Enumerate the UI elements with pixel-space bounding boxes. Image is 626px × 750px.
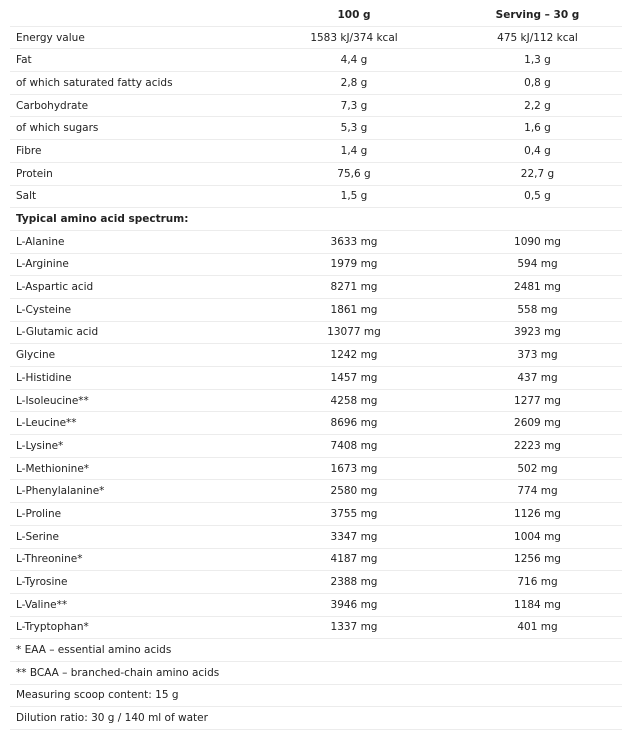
row-value-serving: 594 mg — [453, 253, 622, 276]
row-value-serving: 558 mg — [453, 298, 622, 321]
row-value-serving: 1184 mg — [453, 593, 622, 616]
table-row — [10, 412, 622, 435]
row-name: L-Tryptophan* — [10, 616, 255, 639]
table-body — [10, 26, 622, 729]
table-row — [10, 367, 622, 390]
row-value-100g: 75,6 g — [255, 162, 453, 185]
row-name: L-Methionine* — [10, 457, 255, 480]
row-name: L-Leucine** — [10, 412, 255, 435]
row-value-100g: 1673 mg — [255, 457, 453, 480]
row-value-serving: 2223 mg — [453, 435, 622, 458]
table-row — [10, 94, 622, 117]
table-header-row — [10, 4, 622, 26]
row-name: of which sugars — [10, 117, 255, 140]
table-row — [10, 344, 622, 367]
row-value-serving: 1277 mg — [453, 389, 622, 412]
row-value-100g: 4,4 g — [255, 49, 453, 72]
row-value-100g: 2388 mg — [255, 571, 453, 594]
row-value-serving: 373 mg — [453, 344, 622, 367]
row-value-serving: 1256 mg — [453, 548, 622, 571]
row-value-serving: 1090 mg — [453, 230, 622, 253]
table-row — [10, 321, 622, 344]
row-name: L-Arginine — [10, 253, 255, 276]
table-row — [10, 389, 622, 412]
row-value-serving: 22,7 g — [453, 162, 622, 185]
row-value-100g: 5,3 g — [255, 117, 453, 140]
row-name: Salt — [10, 185, 255, 208]
nutrition-table — [10, 4, 622, 730]
table-row — [10, 162, 622, 185]
row-name: Carbohydrate — [10, 94, 255, 117]
table-row — [10, 480, 622, 503]
table-row — [10, 525, 622, 548]
row-name: L-Threonine* — [10, 548, 255, 571]
empty-cell — [255, 208, 453, 231]
row-value-serving: 3923 mg — [453, 321, 622, 344]
row-value-serving: 475 kJ/112 kcal — [453, 26, 622, 49]
row-name: Fibre — [10, 140, 255, 163]
row-value-serving: 2481 mg — [453, 276, 622, 299]
row-value-100g: 1337 mg — [255, 616, 453, 639]
table-row — [10, 253, 622, 276]
table-row — [10, 230, 622, 253]
row-value-100g: 1,4 g — [255, 140, 453, 163]
row-value-100g: 4258 mg — [255, 389, 453, 412]
row-value-serving: 1004 mg — [453, 525, 622, 548]
row-value-100g: 1979 mg — [255, 253, 453, 276]
empty-cell — [453, 208, 622, 231]
row-value-100g: 4187 mg — [255, 548, 453, 571]
row-value-serving: 0,5 g — [453, 185, 622, 208]
note-text: * EAA – essential amino acids — [10, 639, 622, 662]
row-value-100g: 3946 mg — [255, 593, 453, 616]
table-row — [10, 185, 622, 208]
row-value-100g: 13077 mg — [255, 321, 453, 344]
row-value-100g: 2,8 g — [255, 72, 453, 95]
row-value-serving: 401 mg — [453, 616, 622, 639]
row-value-serving: 2,2 g — [453, 94, 622, 117]
row-name: Glycine — [10, 344, 255, 367]
table-row — [10, 593, 622, 616]
row-name: L-Tyrosine — [10, 571, 255, 594]
row-value-100g: 2580 mg — [255, 480, 453, 503]
row-value-100g: 7,3 g — [255, 94, 453, 117]
header-100g: 100 g — [255, 4, 453, 26]
row-name: L-Cysteine — [10, 298, 255, 321]
note-text: Dilution ratio: 30 g / 140 ml of water — [10, 707, 622, 730]
row-name: Energy value — [10, 26, 255, 49]
table-row — [10, 548, 622, 571]
note-row — [10, 639, 622, 662]
row-name: L-Isoleucine** — [10, 389, 255, 412]
table-row — [10, 276, 622, 299]
row-value-100g: 1,5 g — [255, 185, 453, 208]
row-value-100g: 1457 mg — [255, 367, 453, 390]
note-row — [10, 661, 622, 684]
row-value-serving: 2609 mg — [453, 412, 622, 435]
table-row — [10, 26, 622, 49]
row-value-100g: 3633 mg — [255, 230, 453, 253]
section-heading-row — [10, 208, 622, 231]
row-value-100g: 8271 mg — [255, 276, 453, 299]
table-row — [10, 298, 622, 321]
row-name: L-Alanine — [10, 230, 255, 253]
table-row — [10, 49, 622, 72]
note-text: Measuring scoop content: 15 g — [10, 684, 622, 707]
row-value-100g: 3755 mg — [255, 503, 453, 526]
row-value-serving: 0,4 g — [453, 140, 622, 163]
row-name: of which saturated fatty acids — [10, 72, 255, 95]
table-row — [10, 616, 622, 639]
row-value-100g: 1242 mg — [255, 344, 453, 367]
row-value-serving: 1,6 g — [453, 117, 622, 140]
row-value-100g: 7408 mg — [255, 435, 453, 458]
header-serving: Serving – 30 g — [453, 4, 622, 26]
header-name — [10, 4, 255, 26]
table-row — [10, 140, 622, 163]
row-value-serving: 1126 mg — [453, 503, 622, 526]
row-value-serving: 774 mg — [453, 480, 622, 503]
note-text: ** BCAA – branched-chain amino acids — [10, 661, 622, 684]
note-row — [10, 707, 622, 730]
row-name: L-Phenylalanine* — [10, 480, 255, 503]
row-value-serving: 437 mg — [453, 367, 622, 390]
row-value-100g: 8696 mg — [255, 412, 453, 435]
row-value-100g: 3347 mg — [255, 525, 453, 548]
row-name: Fat — [10, 49, 255, 72]
row-value-serving: 0,8 g — [453, 72, 622, 95]
row-value-serving: 716 mg — [453, 571, 622, 594]
table-row — [10, 457, 622, 480]
row-name: L-Proline — [10, 503, 255, 526]
row-value-serving: 502 mg — [453, 457, 622, 480]
row-name: Protein — [10, 162, 255, 185]
note-row — [10, 684, 622, 707]
table-row — [10, 72, 622, 95]
row-value-100g: 1861 mg — [255, 298, 453, 321]
row-name: L-Lysine* — [10, 435, 255, 458]
table-row — [10, 117, 622, 140]
row-name: L-Valine** — [10, 593, 255, 616]
row-name: L-Serine — [10, 525, 255, 548]
row-name: L-Histidine — [10, 367, 255, 390]
amino-spectrum-heading: Typical amino acid spectrum: — [10, 208, 255, 231]
row-value-serving: 1,3 g — [453, 49, 622, 72]
table-row — [10, 571, 622, 594]
row-name: L-Aspartic acid — [10, 276, 255, 299]
table-row — [10, 435, 622, 458]
row-value-100g: 1583 kJ/374 kcal — [255, 26, 453, 49]
table-row — [10, 503, 622, 526]
row-name: L-Glutamic acid — [10, 321, 255, 344]
